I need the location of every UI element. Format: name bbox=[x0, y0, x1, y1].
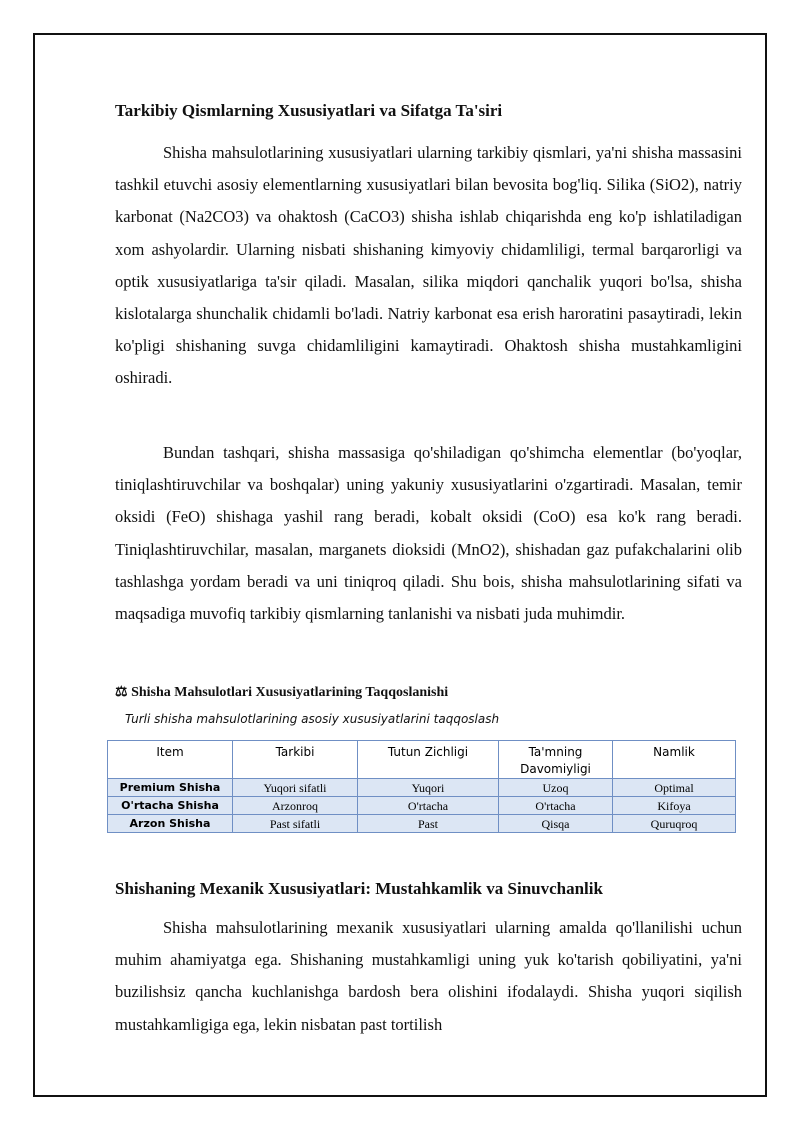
table-title-text: Shisha Mahsulotlari Xususiyatlarining Taqqoslanishi bbox=[131, 685, 449, 700]
table-cell: Past bbox=[358, 815, 499, 833]
table-title bbox=[115, 684, 448, 701]
column-header: Namlik bbox=[613, 741, 736, 779]
table-cell: Arzonroq bbox=[233, 797, 358, 815]
table-cell: Kifoya bbox=[613, 797, 736, 815]
column-header: Ta'mning Davomiyligi bbox=[499, 741, 613, 779]
column-header: Tarkibi bbox=[233, 741, 358, 779]
table-cell: Yuqori sifatli bbox=[233, 779, 358, 797]
section-heading: Tarkibiy Qismlarning Xususiyatlari va Sifatga Ta'siri bbox=[115, 101, 503, 120]
paragraph: Shisha mahsulotlarining xususiyatlari ularning tarkibiy qismlari, ya'ni shisha massasini tashkil etuvchi asosiy elementlarning xususiyatlari bilan bevosita bog'liq. Silika (SiO2), natriy karbonat (Na2CO3) va ohaktosh (CaCO3) shisha ishlab chiqarishda eng ko'p ishlatiladigan xom ashyolardir. Ularning nisbati shishaning kimyoviy chidamliligi, termal barqarorligi va optik xususiyatlariga ta'sir qiladi. Masalan, silika miqdori qanchalik yuqori bo'lsa, shisha kislotalarga shunchalik chidamli bo'ladi. Natriy karbonat esa erish haroratini pasaytiradi, lekin ko'pligi shishaning suvga chidamliligini kamaytiradi. Ohaktosh shisha mustahkamligini oshiradi. bbox=[115, 143, 742, 388]
table-cell: O'rtacha bbox=[499, 797, 613, 815]
table-row bbox=[108, 797, 736, 815]
table-cell: Premium Shisha bbox=[108, 779, 233, 797]
table-cell: Uzoq bbox=[499, 779, 613, 797]
paragraph: Shisha mahsulotlarining mexanik xususiyatlari ularning amalda qo'llanilishi uchun muhim ahamiyatga ega. Shishaning mustahkamligi uning yuk ko'tarish qobiliyatini, ya'ni buzilishsiz qancha kuchlanishga bardosh bera olishini ifodalaydi. Shisha yuqori siqilish mustahkamligiga ega, lekin nisbatan past tortilish bbox=[115, 918, 742, 1034]
column-header: Tutun Zichligi bbox=[358, 741, 499, 779]
table-subtitle: Turli shisha mahsulotlarining asosiy xususiyatlarini taqqoslash bbox=[125, 712, 500, 726]
table-cell: O'rtacha Shisha bbox=[108, 797, 233, 815]
section-heading: Shishaning Mexanik Xususiyatlari: Mustahkamlik va Sinuvchanlik bbox=[115, 879, 603, 898]
paragraph: Bundan tashqari, shisha massasiga qo'shiladigan qo'shimcha elementlar (bo'yoqlar, tiniqlashtiruvchilar va boshqalar) uning yakuniy xususiyatlarini o'zgartiradi. Masalan, temir oksidi (FeO) shishaga yashil rang beradi, kobalt oksidi (CoO) esa ko'k rang beradi. Tiniqlashtiruvchilar, masalan, marganets dioksidi (MnO2), shishadan gaz pufakchalarini olib tashlashga yordam beradi va uni tiniqroq qiladi. Shu bois, shisha mahsulotlarining sifati va maqsadiga muvofiq tarkibiy qismlarning tanlanishi va nisbati juda muhimdir. bbox=[115, 443, 742, 624]
table-cell: Yuqori bbox=[358, 779, 499, 797]
table-cell: Arzon Shisha bbox=[108, 815, 233, 833]
column-header: Item bbox=[108, 741, 233, 779]
table-row bbox=[108, 779, 736, 797]
table-cell: Qisqa bbox=[499, 815, 613, 833]
table-row bbox=[108, 815, 736, 833]
table-cell: Past sifatli bbox=[233, 815, 358, 833]
scales-icon: ⚖ bbox=[115, 685, 128, 700]
comparison-table bbox=[107, 740, 736, 833]
table-cell: Optimal bbox=[613, 779, 736, 797]
table-header-row bbox=[108, 741, 736, 779]
table-cell: Quruqroq bbox=[613, 815, 736, 833]
table-cell: O'rtacha bbox=[358, 797, 499, 815]
